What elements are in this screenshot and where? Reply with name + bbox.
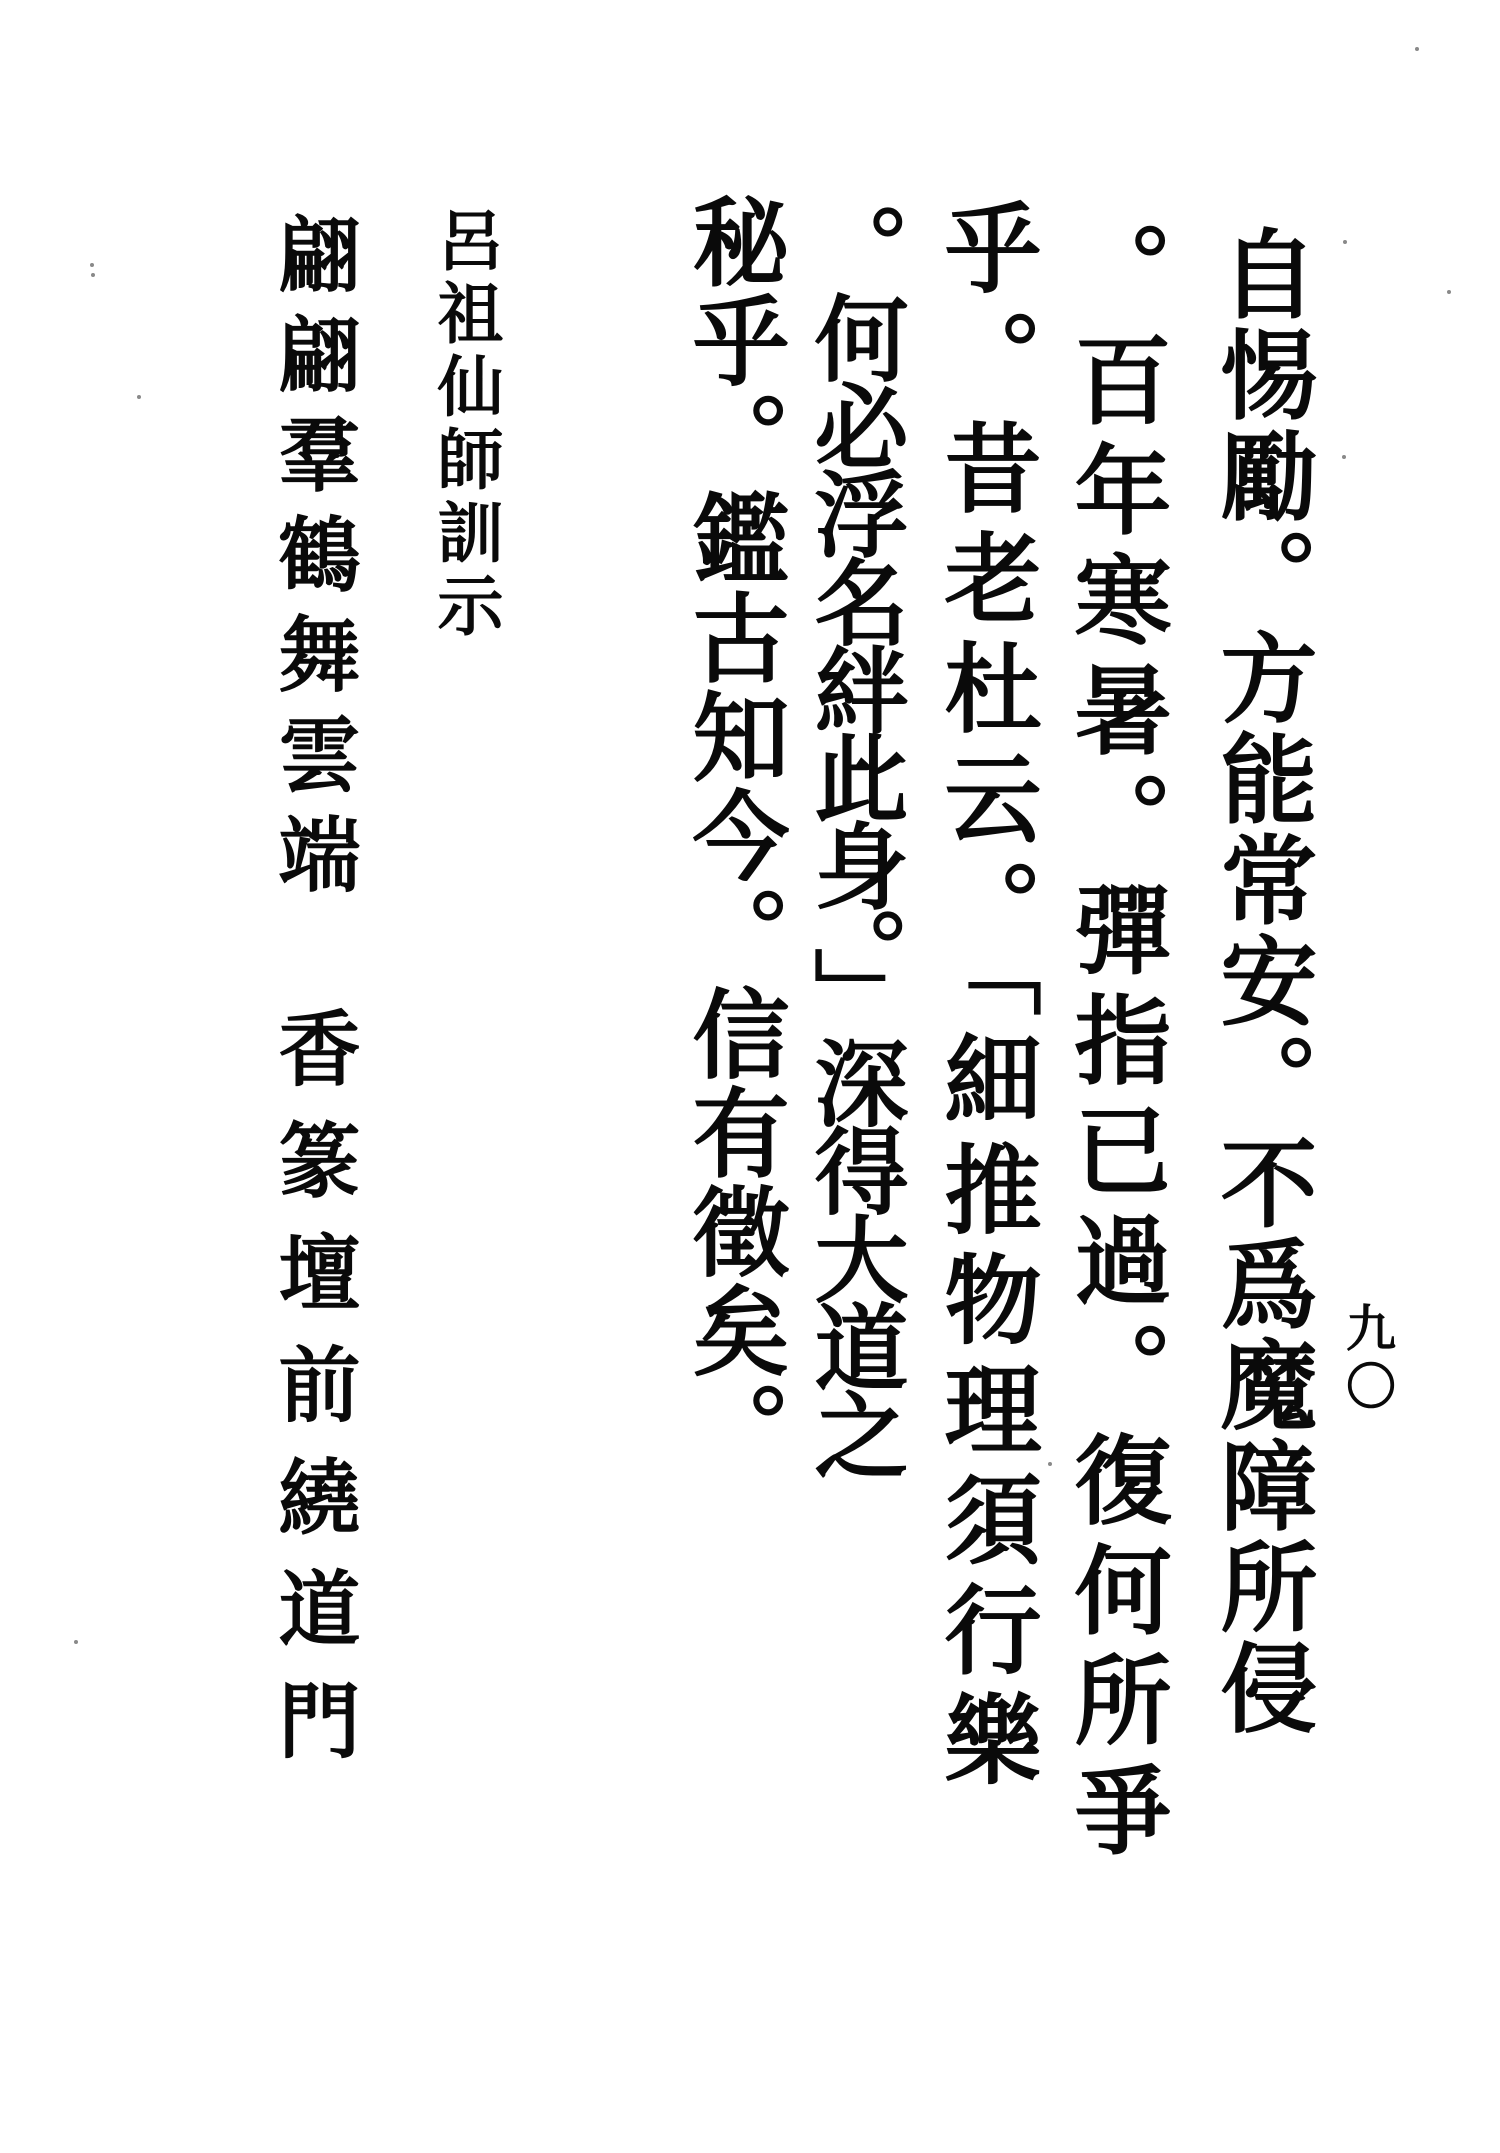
section-title: 呂祖仙師訓示: [426, 206, 504, 644]
body-text-column-3: 乎。昔老杜云。「細推物理須行樂: [928, 198, 1042, 1800]
scan-speck: [74, 1640, 78, 1644]
body-text-column-5: 秘乎。鑑古知今。信有徵矣。: [676, 192, 790, 1479]
scan-speck: [1343, 240, 1347, 244]
body-text-column-4: 。何必浮名絆此身。」深得大道之: [798, 202, 908, 1475]
scan-speck: [1048, 1462, 1052, 1466]
scan-speck: [90, 263, 94, 267]
scan-speck: [137, 395, 141, 399]
scan-speck: [1342, 455, 1346, 459]
page-number: 九〇: [1338, 1302, 1397, 1418]
poem-line-1: 翩翩羣鶴舞雲端: [265, 212, 361, 912]
scan-speck: [1447, 290, 1451, 294]
scan-speck: [1415, 47, 1419, 51]
body-text-column-1: 自惕勵。方能常安。不爲魔障所侵: [1204, 224, 1318, 1739]
poem-line-2: 香篆壇前繞道門: [265, 1006, 361, 1790]
scan-speck: [91, 273, 95, 277]
body-text-column-2: 。百年寒暑。彈指已過。復何所爭: [1058, 220, 1172, 1870]
